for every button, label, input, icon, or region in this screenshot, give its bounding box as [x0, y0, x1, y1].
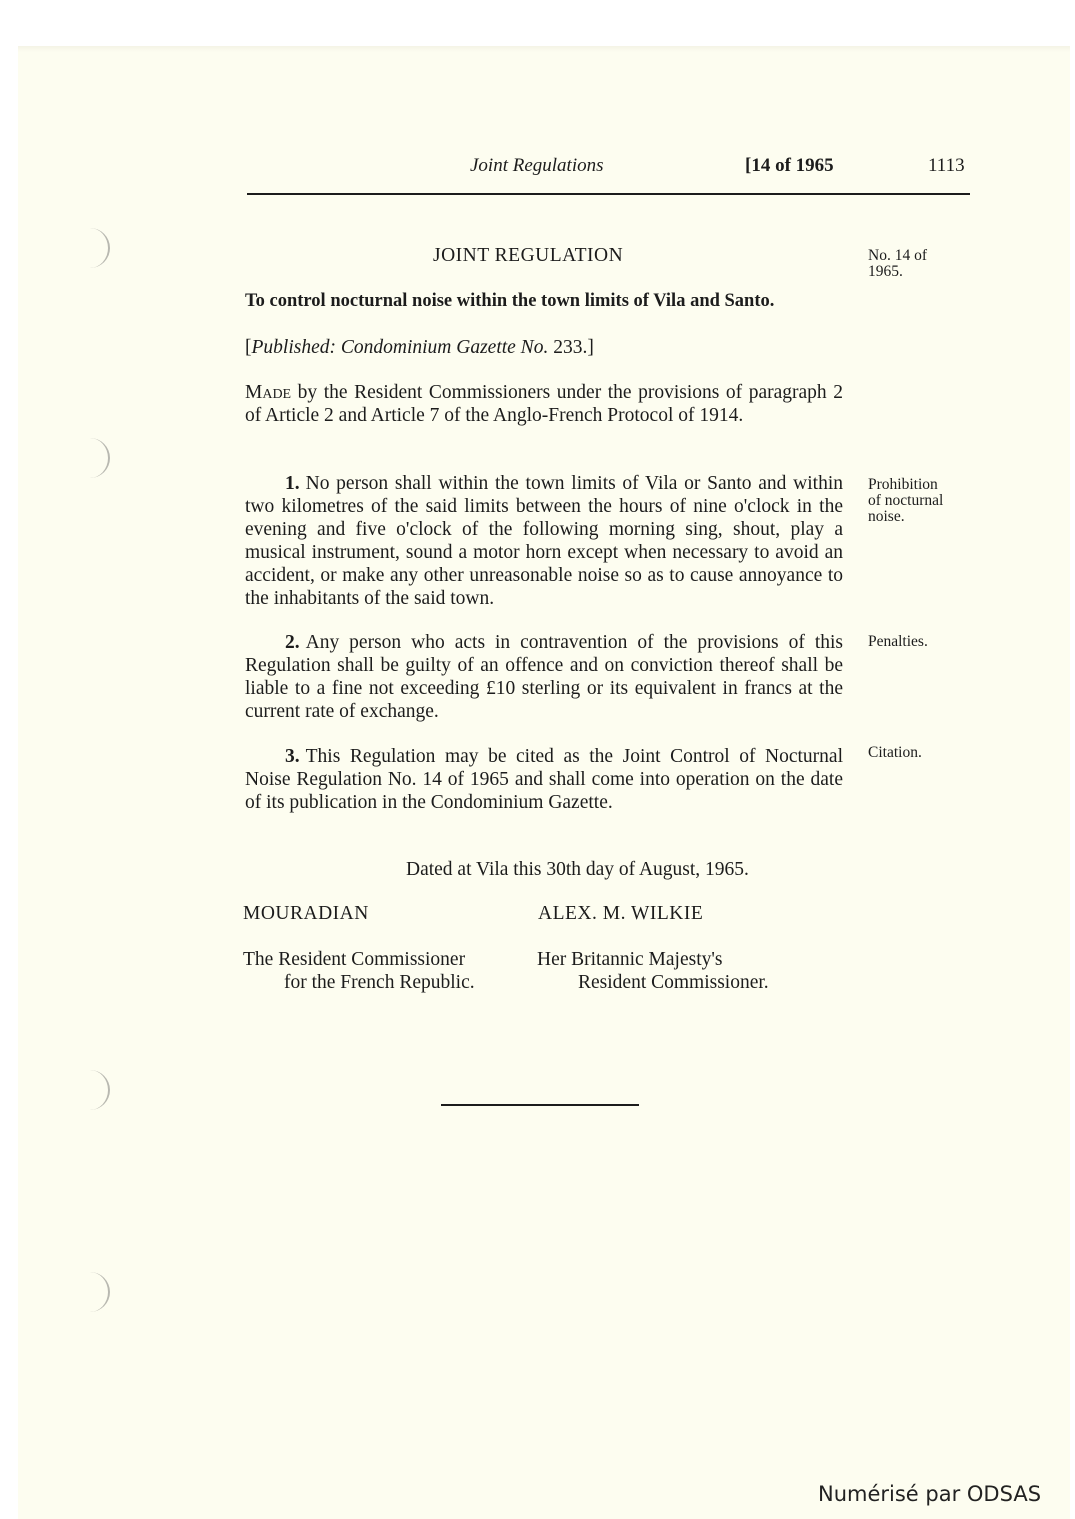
date-line: Dated at Vila this 30th day of August, 1965.: [406, 859, 749, 880]
section-2: [245, 631, 843, 723]
publication-note: [245, 336, 594, 359]
margin-note-line: of nocturnal: [868, 492, 944, 509]
regulation-heading: JOINT REGULATION: [433, 245, 624, 266]
section-3: [245, 745, 843, 814]
page-number: 1113: [928, 155, 965, 176]
title-line-2: Resident Commissioner.: [578, 972, 769, 993]
regulation-subtitle: To control nocturnal noise within the town limits of Vila and Santo.: [245, 291, 775, 311]
header-rule: [247, 193, 970, 195]
title-line-2: for the French Republic.: [284, 972, 475, 993]
margin-note-line: No. 14 of: [868, 247, 927, 264]
section-number: 3.: [285, 746, 300, 767]
section-number: 1.: [285, 473, 300, 494]
section-text: No person shall within the town limits of Vila or Santo and within two kilometres of the said limits between the hours of nine o'clock in the evening and five o'clock of the following morning sing, shout, play a musical instrument, sound a motor horn except when necessary to avoid an accident, or make any other unreasonable noise so as to cause annoyance to the inhabitants of the said town.: [245, 473, 843, 609]
section-text: This Regulation may be cited as the Joint Control of Nocturnal Noise Regulation No. 14 of 1965 and shall come into operation on the date of its publication in the Condominium Gazette.: [245, 746, 843, 813]
signatory-french-name: MOURADIAN: [243, 903, 369, 924]
margin-note-citation: Citation.: [868, 744, 922, 761]
publication-source: Published: Condominium Gazette No.: [251, 337, 549, 358]
signatory-french-title: [243, 948, 475, 994]
page-top-edge: [18, 46, 1070, 52]
margin-note-number: [868, 248, 978, 280]
title-line-1: Her Britannic Majesty's: [537, 949, 723, 970]
margin-note-line: 1965.: [868, 263, 903, 280]
preamble-text: by the Resident Commissioners under the provisions of paragraph 2 of Article 2 and Article 7 of the Anglo-French Protocol of 1914.: [245, 382, 843, 426]
margin-note-prohibition: [868, 477, 978, 525]
publication-number: 233.]: [548, 337, 594, 358]
publication-open-bracket: [: [245, 337, 252, 358]
running-head-title: Joint Regulations: [470, 155, 604, 176]
margin-note-line: Prohibition: [868, 476, 938, 493]
title-line-1: The Resident Commissioner: [243, 949, 466, 970]
signatory-british-name: ALEX. M. WILKIE: [538, 903, 704, 924]
signatory-british-title: [537, 948, 769, 994]
section-1: [245, 472, 843, 610]
preamble: [245, 381, 843, 427]
running-head-number: [14 of 1965: [745, 155, 834, 176]
preamble-lead: Made: [245, 382, 292, 403]
section-number: 2.: [285, 632, 300, 653]
digitization-credit: Numérisé par ODSAS: [818, 1482, 1042, 1506]
section-text: Any person who acts in contravention of the provisions of this Regulation shall be guilty of an offence and on conviction thereof shall be liable to a fine not exceeding £10 sterling or its equivalent in francs at the current rate of exchange.: [245, 632, 843, 722]
margin-note-line: noise.: [868, 508, 905, 525]
end-rule: [441, 1104, 639, 1106]
margin-note-penalties: Penalties.: [868, 633, 928, 650]
